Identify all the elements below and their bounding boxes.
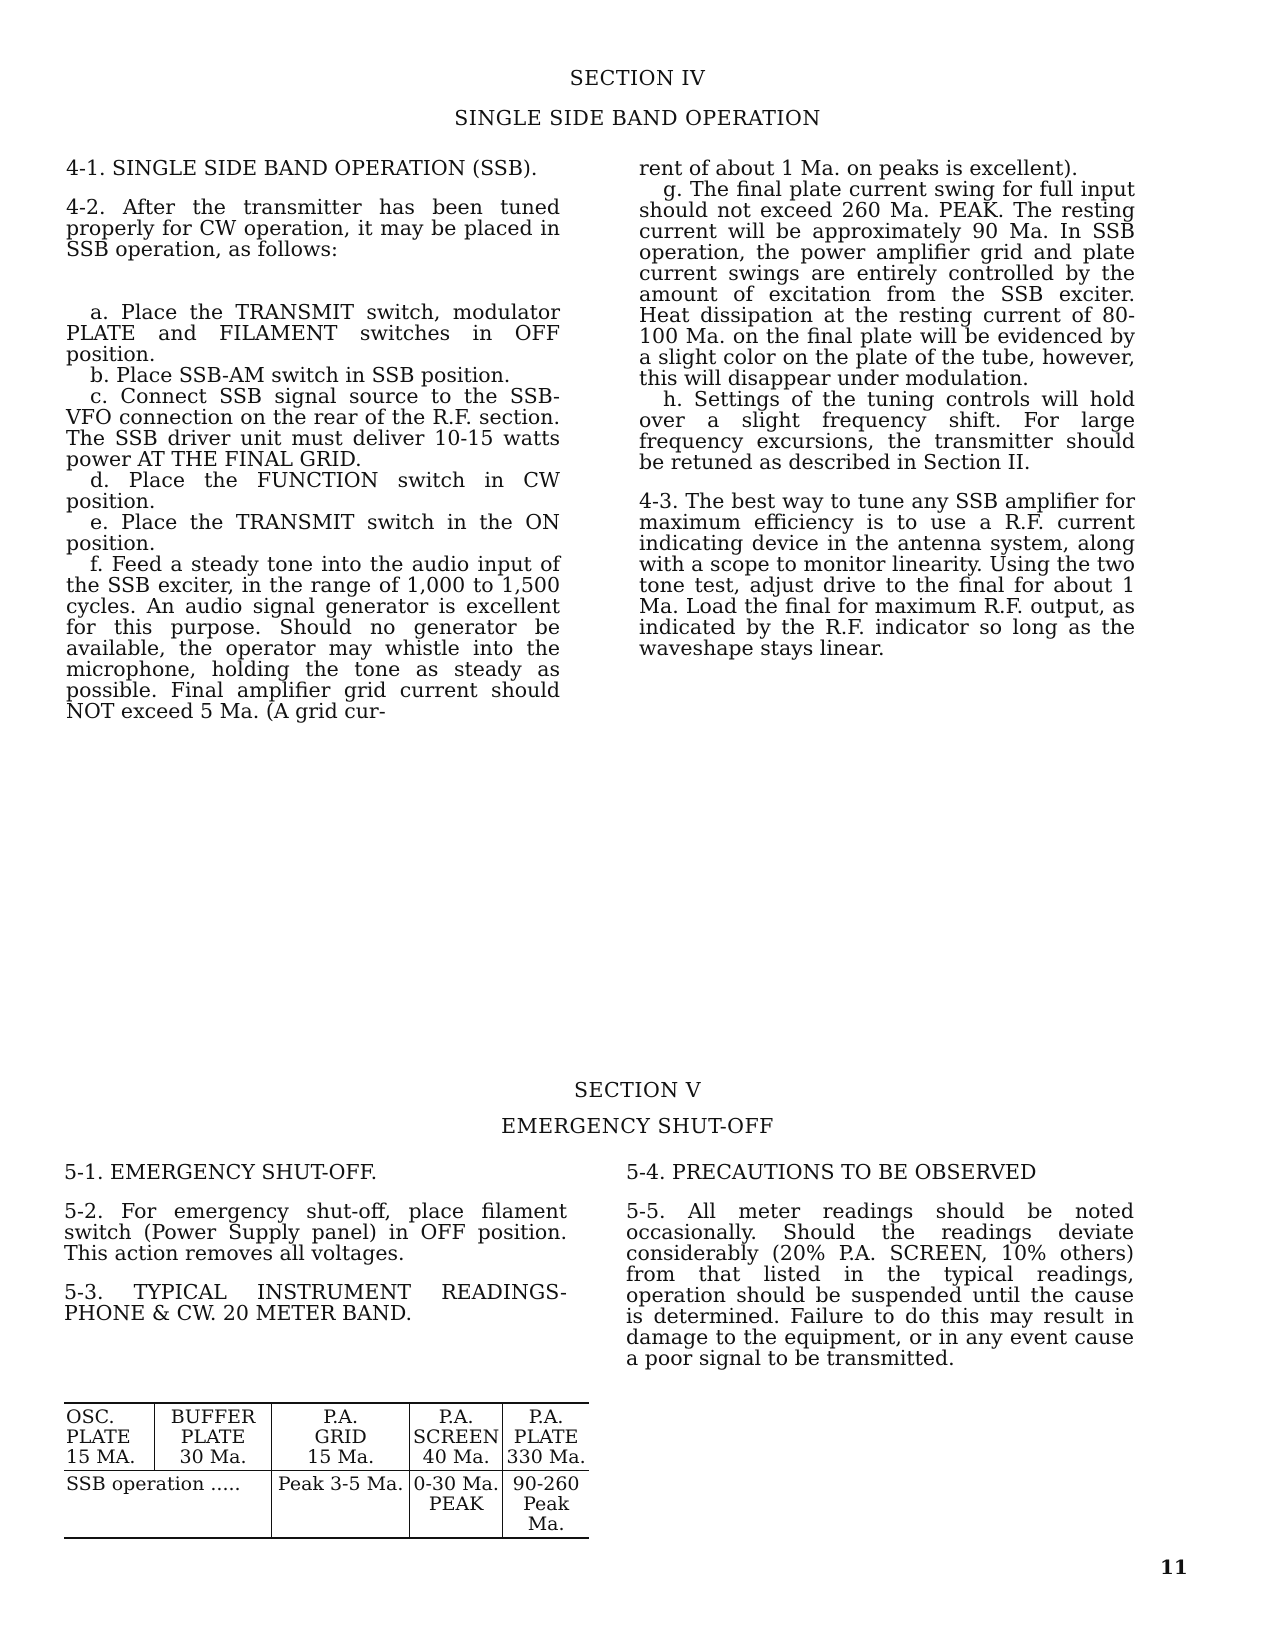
pa-plate-cell: P.A. PLATE 330 Ma. bbox=[503, 1403, 589, 1471]
section-5-subtitle: EMERGENCY SHUT-OFF bbox=[501, 1114, 774, 1138]
step-d: d. Place the FUNCTION switch in CW position. bbox=[66, 468, 560, 513]
heading-5-4: 5-4. PRECAUTIONS TO BE OBSERVED bbox=[626, 1160, 1037, 1184]
section-5-right-column bbox=[626, 1162, 1134, 1369]
step-c: c. Connect SSB signal source to the SSB-VFO connection on the rear of the R.F. section. The SSB driver unit must deliver 10-15 watts power AT THE FINAL GRID. bbox=[66, 384, 560, 471]
section-5-left-column bbox=[64, 1162, 567, 1324]
step-g: g. The final plate current swing for full input should not exceed 260 Ma. PEAK. The resting current will be approximately 90 Ma. In SSB operation, the power amplifier grid and plate current swings are entirely controlled by the amount of excitation from the SSB exciter. Heat dissipation at the resting current of 80-100 Ma. on the final plate will be evidenced by a slight color on the plate of the tube, however, this will disappear under modulation. bbox=[639, 177, 1135, 390]
step-a: a. Place the TRANSMIT switch, modulator PLATE and FILAMENT switches in OFF position. bbox=[66, 300, 560, 366]
step-b: b. Place SSB-AM switch in SSB position. bbox=[90, 363, 511, 387]
osc-plate-cell: OSC. PLATE 15 MA. bbox=[64, 1403, 154, 1471]
ssb-operation-row bbox=[64, 1471, 589, 1539]
paragraph-5-5: 5-5. All meter readings should be noted occasionally. Should the readings deviate considerably (20% P.A. SCREEN, 10% others) from that listed in the typical readings, operation should be suspended until the cause is determined. Failure to do this may result in damage to the equipment, or in any event cause a poor signal to be transmitted. bbox=[626, 1199, 1134, 1370]
paragraph-5-2: 5-2. For emergency shut-off, place filament switch (Power Supply panel) in OFF position. This action removes all voltages. bbox=[64, 1199, 567, 1265]
pa-screen-cell: P.A. SCREEN 40 Ma. bbox=[410, 1403, 503, 1471]
section-5-title: SECTION V bbox=[573, 1078, 702, 1102]
step-h: h. Settings of the tuning controls will hold over a slight frequency shift. For large frequency excursions, the transmitter should be retuned as described in Section II. bbox=[639, 387, 1135, 474]
paragraph-4-3: 4-3. The best way to tune any SSB amplifier for maximum efficiency is to use a R.F. current indicating device in the antenna system, along with a scope to monitor linearity. Using the two tone test, adjust drive to the final for about 1 Ma. Load the final for maximum R.F. output, as indicated by the R.F. indicator so long as the waveshape stays linear. bbox=[639, 489, 1135, 660]
heading-5-3: 5-3. TYPICAL INSTRUMENT READINGS-PHONE & CW. 20 METER BAND. bbox=[64, 1280, 567, 1325]
ssb-operation-label: SSB operation ..... bbox=[64, 1471, 272, 1539]
readings-header-row bbox=[64, 1403, 589, 1471]
paragraph-4-2: 4-2. After the transmitter has been tuned properly for CW operation, it may be placed in SSB operation, as follows: bbox=[66, 195, 560, 261]
typical-readings-table bbox=[64, 1402, 589, 1539]
section-4-title: SECTION IV bbox=[569, 66, 706, 90]
heading-4-1: 4-1. SINGLE SIDE BAND OPERATION (SSB). bbox=[66, 156, 538, 180]
section-4-left-column bbox=[66, 158, 560, 722]
heading-5-1: 5-1. EMERGENCY SHUT-OFF. bbox=[64, 1160, 378, 1184]
pa-grid-cell: P.A. GRID 15 Ma. bbox=[272, 1403, 410, 1471]
ssb-plate-value: 90-260 Peak Ma. bbox=[503, 1471, 589, 1539]
page-number: 11 bbox=[1160, 1555, 1188, 1579]
step-f-continued: rent of about 1 Ma. on peaks is excellent). bbox=[639, 156, 1078, 180]
step-f: f. Feed a steady tone into the audio input of the SSB exciter, in the range of 1,000 to 1,500 cycles. An audio signal generator is excellent for this purpose. Should no generator be available, the operator may whistle into the microphone, holding the tone as steady as possible. Final amplifier grid current should NOT exceed 5 Ma. (A grid cur- bbox=[66, 552, 560, 723]
ssb-screen-value: 0-30 Ma. PEAK bbox=[410, 1471, 503, 1539]
section-4-subtitle: SINGLE SIDE BAND OPERATION bbox=[454, 106, 821, 130]
ssb-grid-value: Peak 3-5 Ma. bbox=[272, 1471, 410, 1539]
buffer-plate-cell: BUFFER PLATE 30 Ma. bbox=[154, 1403, 271, 1471]
step-e: e. Place the TRANSMIT switch in the ON position. bbox=[66, 510, 560, 555]
section-4-right-column bbox=[639, 158, 1135, 659]
